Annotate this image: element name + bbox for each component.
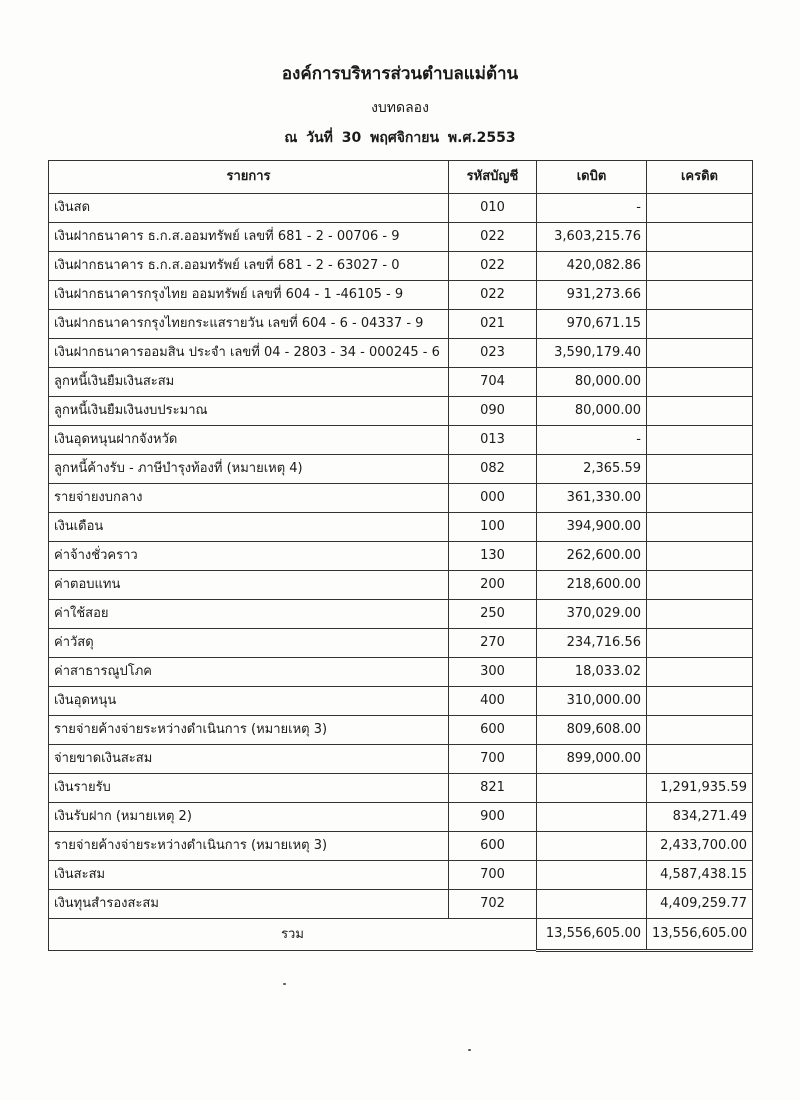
row-credit — [647, 368, 753, 397]
row-account-code: 082 — [449, 455, 537, 484]
row-item: เงินรับฝาก (หมายเหตุ 2) — [49, 803, 449, 832]
row-credit — [647, 252, 753, 281]
row-debit — [537, 774, 647, 803]
table-row — [49, 310, 753, 339]
table-row — [49, 861, 753, 890]
row-account-code: 600 — [449, 832, 537, 861]
row-account-code: 821 — [449, 774, 537, 803]
row-account-code: 023 — [449, 339, 537, 368]
document-title: องค์การบริหารส่วนตำบลแม่ต้าน — [281, 64, 519, 84]
total-row — [49, 919, 753, 951]
column-header-code: รหัสบัญชี — [449, 161, 537, 194]
row-debit: 3,603,215.76 — [537, 223, 647, 252]
row-credit: 4,409,259.77 — [647, 890, 753, 919]
row-item: ค่าสาธารณูปโภค — [49, 658, 449, 687]
row-account-code: 600 — [449, 716, 537, 745]
table-row — [49, 426, 753, 455]
row-item: เงินฝากธนาคารกรุงไทยกระแสรายวัน เลขที่ 604 - 6 - 04337 - 9 — [49, 310, 449, 339]
row-item: ค่าจ้างชั่วคราว — [49, 542, 449, 571]
row-item: รายจ่ายค้างจ่ายระหว่างดำเนินการ (หมายเหตุ 3) — [49, 716, 449, 745]
table-row — [49, 513, 753, 542]
row-account-code: 300 — [449, 658, 537, 687]
row-debit: 262,600.00 — [537, 542, 647, 571]
table-body — [49, 194, 753, 919]
row-account-code: 022 — [449, 252, 537, 281]
row-credit — [647, 455, 753, 484]
table-row — [49, 803, 753, 832]
row-item: เงินทุนสำรองสะสม — [49, 890, 449, 919]
row-item: เงินฝากธนาคาร ธ.ก.ส.ออมทรัพย์ เลขที่ 681 - 2 - 63027 - 0 — [49, 252, 449, 281]
row-account-code: 013 — [449, 426, 537, 455]
row-debit: 18,033.02 — [537, 658, 647, 687]
column-header-item: รายการ — [49, 161, 449, 194]
row-account-code: 000 — [449, 484, 537, 513]
row-account-code: 704 — [449, 368, 537, 397]
row-item: ลูกหนี้เงินยืมเงินงบประมาณ — [49, 397, 449, 426]
table-row — [49, 368, 753, 397]
row-credit — [647, 658, 753, 687]
row-account-code: 130 — [449, 542, 537, 571]
row-item: เงินรายรับ — [49, 774, 449, 803]
table-row — [49, 774, 753, 803]
document-date: ณ วันที่ 30 พฤศจิกายน พ.ศ.2553 — [284, 130, 516, 146]
table-row — [49, 600, 753, 629]
row-credit — [647, 426, 753, 455]
row-credit — [647, 484, 753, 513]
row-credit — [647, 310, 753, 339]
row-account-code: 250 — [449, 600, 537, 629]
row-debit: 2,365.59 — [537, 455, 647, 484]
scan-speck — [468, 1049, 471, 1051]
row-item: เงินสะสม — [49, 861, 449, 890]
row-account-code: 100 — [449, 513, 537, 542]
row-account-code: 090 — [449, 397, 537, 426]
row-item: รายจ่ายงบกลาง — [49, 484, 449, 513]
row-debit: 931,273.66 — [537, 281, 647, 310]
row-item: เงินเดือน — [49, 513, 449, 542]
row-item: เงินฝากธนาคารกรุงไทย ออมทรัพย์ เลขที่ 604 - 1 -46105 - 9 — [49, 281, 449, 310]
total-debit: 13,556,605.00 — [537, 919, 647, 951]
row-credit — [647, 629, 753, 658]
table-row — [49, 571, 753, 600]
row-credit — [647, 716, 753, 745]
row-debit — [537, 890, 647, 919]
row-credit — [647, 571, 753, 600]
row-item: ค่าตอบแทน — [49, 571, 449, 600]
row-credit — [647, 339, 753, 368]
table-row — [49, 223, 753, 252]
row-account-code: 022 — [449, 281, 537, 310]
row-account-code: 702 — [449, 890, 537, 919]
row-item: ลูกหนี้เงินยืมเงินสะสม — [49, 368, 449, 397]
row-debit: 80,000.00 — [537, 397, 647, 426]
row-debit: - — [537, 194, 647, 223]
row-account-code: 400 — [449, 687, 537, 716]
row-item: ลูกหนี้ค้างรับ - ภาษีบำรุงท้องที่ (หมายเหตุ 4) — [49, 455, 449, 484]
table-row — [49, 339, 753, 368]
row-item: รายจ่ายค้างจ่ายระหว่างดำเนินการ (หมายเหตุ 3) — [49, 832, 449, 861]
row-debit: 970,671.15 — [537, 310, 647, 339]
table-row — [49, 484, 753, 513]
row-credit: 2,433,700.00 — [647, 832, 753, 861]
table-row — [49, 629, 753, 658]
row-credit — [647, 542, 753, 571]
column-header-debit: เดบิต — [537, 161, 647, 194]
total-label: รวม — [49, 919, 537, 951]
table-row — [49, 194, 753, 223]
table-row — [49, 542, 753, 571]
table-row — [49, 397, 753, 426]
row-item: เงินฝากธนาคารออมสิน ประจำ เลขที่ 04 - 2803 - 34 - 000245 - 6 — [49, 339, 449, 368]
row-credit — [647, 397, 753, 426]
row-account-code: 700 — [449, 861, 537, 890]
table-row — [49, 745, 753, 774]
row-credit — [647, 687, 753, 716]
table-row — [49, 832, 753, 861]
row-item: เงินอุดหนุน — [49, 687, 449, 716]
row-item: ค่าวัสดุ — [49, 629, 449, 658]
row-debit — [537, 861, 647, 890]
row-account-code: 022 — [449, 223, 537, 252]
row-account-code: 700 — [449, 745, 537, 774]
row-credit — [647, 281, 753, 310]
row-account-code: 270 — [449, 629, 537, 658]
row-debit: 234,716.56 — [537, 629, 647, 658]
row-account-code: 010 — [449, 194, 537, 223]
table-header-row — [49, 161, 753, 194]
table-row — [49, 658, 753, 687]
row-credit: 1,291,935.59 — [647, 774, 753, 803]
row-credit — [647, 600, 753, 629]
row-debit: 809,608.00 — [537, 716, 647, 745]
table-row — [49, 455, 753, 484]
row-debit: 3,590,179.40 — [537, 339, 647, 368]
row-item: เงินฝากธนาคาร ธ.ก.ส.ออมทรัพย์ เลขที่ 681 - 2 - 00706 - 9 — [49, 223, 449, 252]
trial-balance-table — [48, 160, 753, 952]
row-account-code: 200 — [449, 571, 537, 600]
column-header-credit: เครดิต — [647, 161, 753, 194]
row-credit — [647, 223, 753, 252]
row-debit: 310,000.00 — [537, 687, 647, 716]
row-credit: 4,587,438.15 — [647, 861, 753, 890]
row-account-code: 021 — [449, 310, 537, 339]
row-debit: 80,000.00 — [537, 368, 647, 397]
row-credit: 834,271.49 — [647, 803, 753, 832]
row-debit: 899,000.00 — [537, 745, 647, 774]
row-item: เงินอุดหนุนฝากจังหวัด — [49, 426, 449, 455]
row-item: เงินสด — [49, 194, 449, 223]
row-debit — [537, 832, 647, 861]
table-row — [49, 890, 753, 919]
table-row — [49, 281, 753, 310]
row-account-code: 900 — [449, 803, 537, 832]
document-subtitle: งบทดลอง — [371, 100, 429, 116]
row-credit — [647, 513, 753, 542]
row-debit: 361,330.00 — [537, 484, 647, 513]
row-debit: - — [537, 426, 647, 455]
scan-speck — [283, 983, 286, 985]
row-credit — [647, 745, 753, 774]
row-item: ค่าใช้สอย — [49, 600, 449, 629]
row-item: จ่ายขาดเงินสะสม — [49, 745, 449, 774]
row-credit — [647, 194, 753, 223]
row-debit: 370,029.00 — [537, 600, 647, 629]
row-debit: 394,900.00 — [537, 513, 647, 542]
row-debit: 420,082.86 — [537, 252, 647, 281]
total-credit: 13,556,605.00 — [647, 919, 753, 951]
row-debit: 218,600.00 — [537, 571, 647, 600]
table-row — [49, 252, 753, 281]
row-debit — [537, 803, 647, 832]
table-row — [49, 687, 753, 716]
table-row — [49, 716, 753, 745]
